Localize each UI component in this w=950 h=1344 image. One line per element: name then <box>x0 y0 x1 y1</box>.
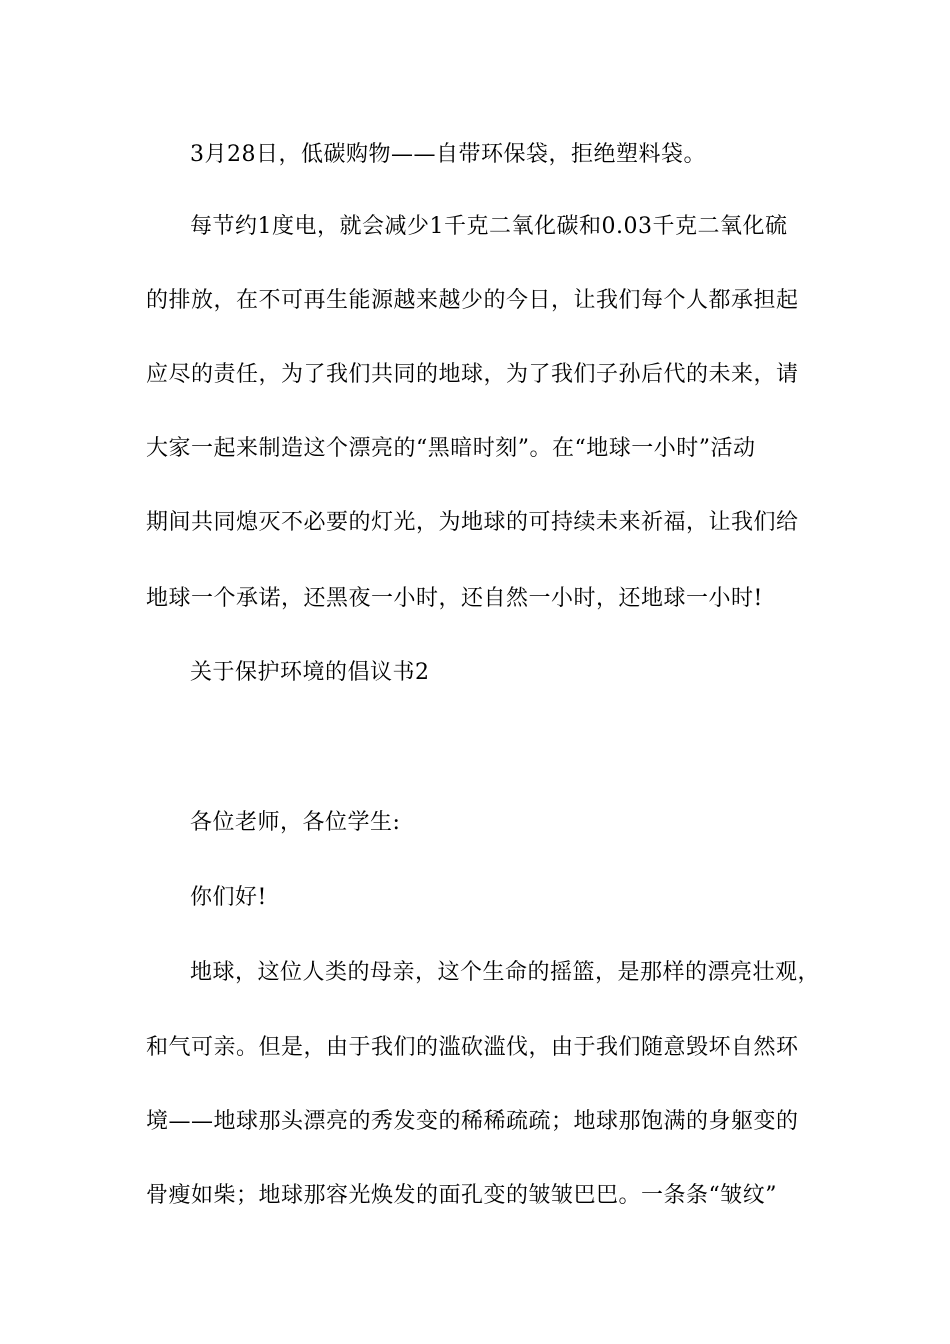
paragraph-line: 大家一起来制造这个漂亮的“黑暗时刻”。在“地球一小时”活动 <box>146 436 756 461</box>
paragraph-line: 和气可亲。但是，由于我们的滥砍滥伐，由于我们随意毁坏自然环 <box>146 1035 799 1060</box>
paragraph-line: 3月28日，低碳购物——自带环保袋，拒绝塑料袋。 <box>190 142 706 167</box>
greeting: 你们好! <box>190 885 267 910</box>
paragraph-line: 应尽的责任，为了我们共同的地球，为了我们子孙后代的未来，请 <box>146 362 799 387</box>
paragraph-line: 骨瘦如柴；地球那容光焕发的面孔变的皱皱巴巴。一条条“皱纹” <box>146 1183 777 1208</box>
paragraph-line: 的排放，在不可再生能源越来越少的今日，让我们每个人都承担起 <box>146 288 799 313</box>
paragraph-line: 境——地球那头漂亮的秀发变的稀稀疏疏；地球那饱满的身躯变的 <box>146 1109 799 1134</box>
section-title: 关于保护环境的倡议书2 <box>190 660 430 685</box>
paragraph-line: 每节约1度电，就会减少1千克二氧化碳和0.03千克二氧化硫 <box>190 214 788 239</box>
paragraph-line: 地球一个承诺，还黑夜一小时，还自然一小时，还地球一小时! <box>146 586 763 611</box>
paragraph-line: 地球，这位人类的母亲，这个生命的摇篮，是那样的漂亮壮观， <box>190 960 821 985</box>
paragraph-line: 期间共同熄灭不必要的灯光，为地球的可持续未来祈福，让我们给 <box>146 510 799 535</box>
salutation: 各位老师，各位学生: <box>190 810 401 835</box>
